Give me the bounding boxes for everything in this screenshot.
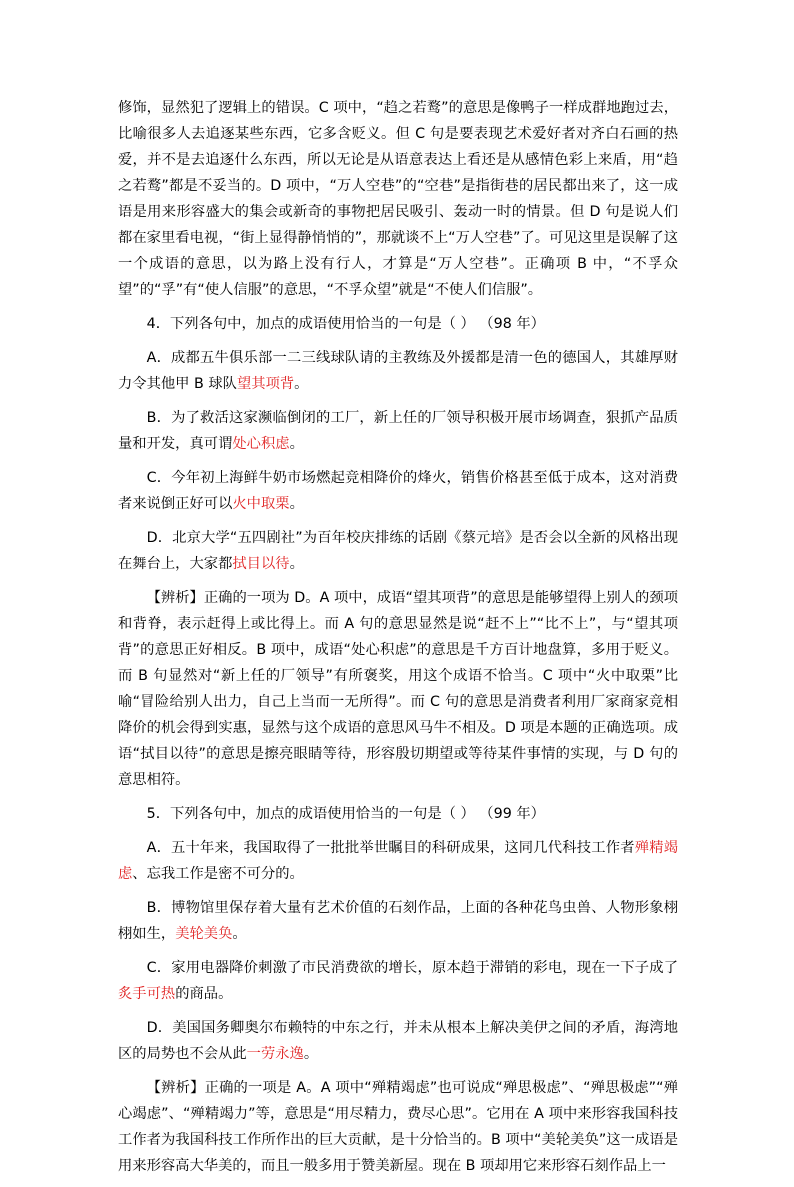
- q5-analysis: 【辨析】正确的一项是 A。A 项中“殚精竭虑”也可说成“殚思极虑”、“殚思极虑”“殚心竭虑”、“殚精竭力”等，意思是“用尽精力，费尽心思”。它用在 A 项中来形容我国科技工作者为我国科技工作所作出的巨大贡献，是十分恰当的。B 项中“美轮美奂”这一成语是用来形容高大华美的，而且一般多用于赞美新屋。现在 B 项却用它来形容石刻作品上一: [118, 1080, 678, 1174]
- q4-option-a: A．成都五牛俱乐部一二三线球队请的主教练及外援都是清一色的德国人，其雄厚财力令其他甲 B 球队望其项背。: [118, 350, 678, 392]
- idiom-highlight: 一劳永逸: [246, 1046, 304, 1062]
- q4-analysis: 【辨析】正确的一项为 D。A 项中，成语“望其项背”的意思是能够望得上别人的颈项和背脊，表示赶得上或比得上。而 A 句的意思显然是说“赶不上”“比不上”，与“望其项背”的意思正好相反。B 项中，成语“处心积虑”的意思是千方百计地盘算，多用于贬义。而 B 句显然对“新上任的厂领导”有所褒奖，用这个成语不恰当。C 项中“火中取栗”比喻“冒险给别人出力，自己上当而一无所得”。而 C 句的意思是消费者利用厂家商家竞相降价的机会得到实惠，显然与这个成语的意思风马牛不相及。D 项是本题的正确选项。成语“拭目以待”的意思是擦亮眼睛等待，形容殷切期望或等待某件事情的实现，与 D 句的意思相符。: [118, 590, 678, 788]
- q4-option-d: D．北京大学“五四剧社”为百年校庆排练的话剧《蔡元培》是否会以全新的风格出现在舞台上，大家都拭目以待。: [118, 530, 678, 572]
- question-5: 5．下列各句中，加点的成语使用恰当的一句是（ ） （99 年）: [146, 806, 545, 822]
- document-page: [118, 95, 678, 1187]
- question-4: 4．下列各句中，加点的成语使用恰当的一句是（ ） （98 年）: [146, 316, 545, 332]
- idiom-highlight: 望其项背: [236, 376, 295, 392]
- q5-option-d: D．美国国务卿奥尔布赖特的中东之行，并未从根本上解决美伊之间的矛盾，海湾地区的局势也不会从此一劳永逸。: [118, 1020, 678, 1062]
- idiom-highlight: 处心积虑: [232, 436, 290, 452]
- q4-option-b: B．为了救活这家濒临倒闭的工厂，新上任的厂领导积极开展市场调查，狠抓产品质量和开发，真可谓处心积虑。: [118, 410, 678, 452]
- idiom-highlight: 美轮美奂: [175, 926, 233, 942]
- q5-option-a: A．五十年来，我国取得了一批批举世瞩目的科研成果，这同几代科技工作者殚精竭虑、忘我工作是密不可分的。: [118, 840, 679, 882]
- idiom-highlight: 拭目以待: [232, 556, 290, 572]
- analysis-continuation: 修饰，显然犯了逻辑上的错误。C 项中，“趋之若鹜”的意思是像鸭子一样成群地跑过去，比喻很多人去追逐某些东西，它多含贬义。但 C 句是要表现艺术爱好者对齐白石画的热爱，并不是去追逐什么东西，所以无论是从语意表达上看还是从感情色彩上来盾，用“趋之若鹜”都是不妥当的。D 项中，“万人空巷”的“空巷”是指街巷的居民都出来了，这一成语是用来形容盛大的集会或新奇的事物把居民吸引、轰动一时的情景。但 D 句是说人们都在家里看电视，“街上显得静悄悄的”，那就谈不上“万人空巷”了。可见这里是误解了这一个成语的意思，以为路上没有行人，才算是“万人空巷”。正确项 B 中，“不孚众望”的“孚”有“使人信服”的意思，“不孚众望”就是“不使人们信服”。: [118, 100, 678, 298]
- q5-option-c: C．家用电器降价刺激了市民消费欲的增长，原本趋于滞销的彩电，现在一下子成了炙手可热的商品。: [118, 960, 678, 1002]
- idiom-highlight: 殚精竭虑: [118, 840, 679, 882]
- idiom-highlight: 炙手可热: [118, 986, 176, 1002]
- q5-option-b: B．博物馆里保存着大量有艺术价值的石刻作品，上面的各种花鸟虫兽、人物形象栩栩如生，美轮美奂。: [118, 900, 678, 942]
- q4-option-c: C．今年初上海鲜牛奶市场燃起竞相降价的烽火，销售价格甚至低于成本，这对消费者来说倒正好可以火中取栗。: [118, 470, 678, 512]
- idiom-highlight: 火中取栗: [232, 496, 290, 512]
